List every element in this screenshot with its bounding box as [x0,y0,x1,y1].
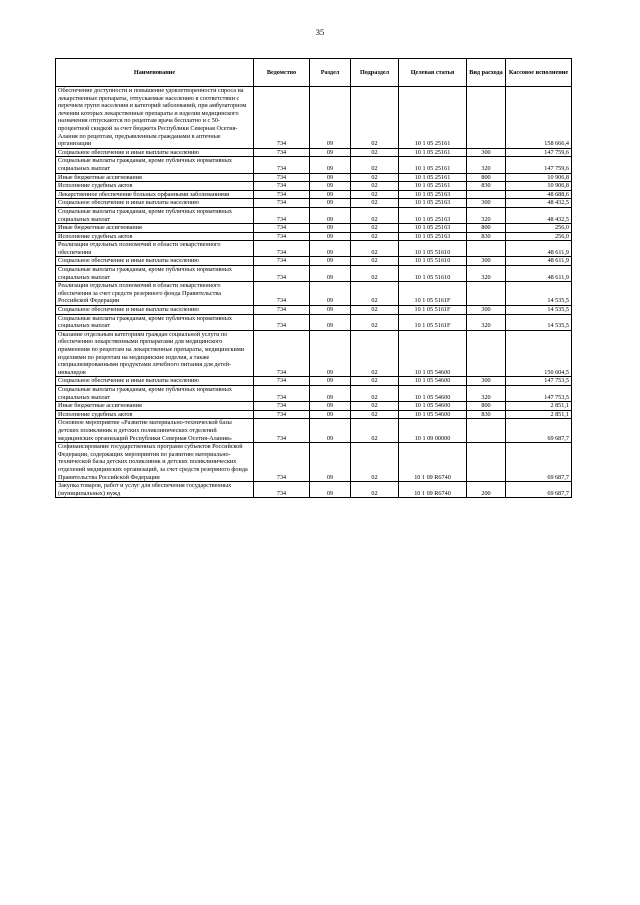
row-section-cell: 09 [310,241,351,257]
row-expense-type-cell [467,282,506,306]
row-expense-type-cell: 830 [467,182,506,191]
row-department-cell: 734 [254,419,310,443]
row-section-cell: 09 [310,190,351,199]
row-name-cell: Социальное обеспечение и иные выплаты населению [56,257,254,266]
row-expense-type-cell: 300 [467,199,506,208]
row-department-cell: 734 [254,173,310,182]
row-amount-cell: 48 688,6 [506,190,572,199]
header-expense-type: Вид расхода [467,59,506,87]
row-department-cell: 734 [254,377,310,386]
row-target-cell: 10 1 05 25163 [399,190,467,199]
row-target-cell: 10 1 05 54600 [399,402,467,411]
row-section-cell: 09 [310,87,351,149]
row-target-cell: 10 1 05 51610 [399,257,467,266]
row-section-cell: 09 [310,402,351,411]
row-subsection-cell: 02 [351,173,399,182]
header-department: Ведомство [254,59,310,87]
row-name-cell: Исполнение судебных актов [56,410,254,419]
table-row [56,148,572,157]
row-department-cell: 734 [254,266,310,282]
row-expense-type-cell: 830 [467,410,506,419]
row-amount-cell: 14 535,5 [506,282,572,306]
row-subsection-cell: 02 [351,199,399,208]
row-section-cell: 09 [310,306,351,315]
row-section-cell: 09 [310,410,351,419]
row-amount-cell: 10 906,8 [506,182,572,191]
row-section-cell: 09 [310,385,351,401]
table-row [56,224,572,233]
row-subsection-cell: 02 [351,182,399,191]
row-department-cell: 734 [254,182,310,191]
row-name-cell: Иные бюджетные ассигнования [56,224,254,233]
row-target-cell: 10 1 05 5161F [399,306,467,315]
row-target-cell: 10 1 05 51610 [399,266,467,282]
row-section-cell: 09 [310,224,351,233]
row-subsection-cell: 02 [351,402,399,411]
row-subsection-cell: 02 [351,207,399,223]
row-name-cell: Оказание отдельным категориям граждан социальной услуги по обеспечению лекарственными препаратами для медицинского применения по рецептам на лекарственные препараты, медицинскими изделиями по рецептам на медицинские изделия, а также специализированными продуктами лечебного питания для детей-инвалидов [56,330,254,377]
row-target-cell: 10 1 05 54600 [399,330,467,377]
row-department-cell: 734 [254,190,310,199]
row-amount-cell: 48 611,9 [506,257,572,266]
row-expense-type-cell: 320 [467,157,506,173]
header-subsection: Подраздел [351,59,399,87]
table-row [56,314,572,330]
table-row [56,173,572,182]
row-expense-type-cell [467,241,506,257]
table-header [56,59,572,87]
row-department-cell: 734 [254,87,310,149]
row-section-cell: 09 [310,173,351,182]
row-expense-type-cell: 800 [467,224,506,233]
row-amount-cell: 10 906,8 [506,173,572,182]
table-row [56,306,572,315]
row-target-cell: 10 1 05 54600 [399,377,467,386]
row-amount-cell: 69 687,7 [506,419,572,443]
row-subsection-cell: 02 [351,148,399,157]
row-subsection-cell: 02 [351,330,399,377]
row-target-cell: 10 1 05 5161F [399,282,467,306]
row-amount-cell: 48 432,5 [506,207,572,223]
row-target-cell: 10 1 05 25161 [399,182,467,191]
row-subsection-cell: 02 [351,410,399,419]
row-subsection-cell: 02 [351,385,399,401]
row-section-cell: 09 [310,330,351,377]
row-name-cell: Исполнение судебных актов [56,182,254,191]
row-name-cell: Обеспечение доступности и повышение удовлетворенности спроса на лекарственные препараты, отпускаемые населению в соответствии с перечнем групп населения и категорий заболеваний, при амбулаторном лечении которых лекарственные препараты и изделия медицинского назначения отпускаются по рецептам врача бесплатно и с 50-процентной скидкой за счет бюджета Республики Северная Осетия-Алания по рецептам, предъявленным гражданами в аптечные организации [56,87,254,149]
page-number: 35 [315,27,325,37]
row-subsection-cell: 02 [351,224,399,233]
row-section-cell: 09 [310,199,351,208]
row-section-cell: 09 [310,182,351,191]
table-row [56,232,572,241]
row-amount-cell: 147 759,6 [506,157,572,173]
row-department-cell: 734 [254,157,310,173]
row-name-cell: Социальные выплаты гражданам, кроме публичных нормативных социальных выплат [56,207,254,223]
row-target-cell: 10 1 05 25161 [399,87,467,149]
row-expense-type-cell [467,190,506,199]
row-section-cell: 09 [310,148,351,157]
row-amount-cell: 69 687,7 [506,482,572,498]
row-department-cell: 734 [254,199,310,208]
row-department-cell: 734 [254,148,310,157]
row-name-cell: Софинансирование государственных программ субъектов Российской Федерации, содержащих мероприятия по развитию материально-технической базы детских поликлиник и детских поликлинических отделений медицинских организаций, за счет средств резервного фонда Правительства Российской Федерации [56,443,254,482]
row-department-cell: 734 [254,257,310,266]
header-row [56,59,572,87]
table-row [56,207,572,223]
row-expense-type-cell [467,87,506,149]
row-section-cell: 09 [310,232,351,241]
row-amount-cell: 48 611,9 [506,241,572,257]
row-name-cell: Лекарственное обеспечение больных орфанными заболеваниями [56,190,254,199]
row-expense-type-cell: 300 [467,377,506,386]
row-expense-type-cell: 320 [467,385,506,401]
row-expense-type-cell: 800 [467,402,506,411]
row-subsection-cell: 02 [351,482,399,498]
row-section-cell: 09 [310,314,351,330]
table-row [56,157,572,173]
header-amount: Кассовое исполнение [506,59,572,87]
table-row [56,190,572,199]
row-amount-cell: 48 611,9 [506,266,572,282]
row-subsection-cell: 02 [351,232,399,241]
row-department-cell: 734 [254,402,310,411]
table-row [56,87,572,149]
row-subsection-cell: 02 [351,443,399,482]
row-amount-cell: 158 666,4 [506,87,572,149]
table-row [56,266,572,282]
row-department-cell: 734 [254,443,310,482]
row-amount-cell: 14 535,5 [506,314,572,330]
row-name-cell: Закупка товаров, работ и услуг для обеспечения государственных (муниципальных) нужд [56,482,254,498]
row-department-cell: 734 [254,330,310,377]
table-row [56,330,572,377]
row-target-cell: 10 1 05 25163 [399,199,467,208]
row-name-cell: Социальные выплаты гражданам, кроме публичных нормативных социальных выплат [56,314,254,330]
row-target-cell: 10 1 09 00000 [399,419,467,443]
row-section-cell: 09 [310,207,351,223]
header-section: Раздел [310,59,351,87]
row-amount-cell: 256,0 [506,232,572,241]
row-target-cell: 10 1 05 5161F [399,314,467,330]
row-subsection-cell: 02 [351,282,399,306]
row-department-cell: 734 [254,306,310,315]
row-department-cell: 734 [254,224,310,233]
row-section-cell: 09 [310,377,351,386]
row-name-cell: Иные бюджетные ассигнования [56,402,254,411]
row-department-cell: 734 [254,410,310,419]
row-target-cell: 10 1 05 54600 [399,410,467,419]
row-section-cell: 09 [310,266,351,282]
table-row [56,257,572,266]
table-row [56,241,572,257]
row-name-cell: Реализация отдельных полномочий в области лекарственного обеспечения [56,241,254,257]
row-section-cell: 09 [310,282,351,306]
row-name-cell: Основное мероприятие «Развитие материально-технической базы детских поликлиник и детских поликлинических отделений медицинских организаций Республики Северная Осетия-Алания» [56,419,254,443]
table-row [56,385,572,401]
row-amount-cell: 256,0 [506,224,572,233]
row-expense-type-cell: 320 [467,314,506,330]
row-subsection-cell: 02 [351,314,399,330]
row-department-cell: 734 [254,482,310,498]
row-subsection-cell: 02 [351,157,399,173]
row-name-cell: Социальное обеспечение и иные выплаты населению [56,377,254,386]
row-subsection-cell: 02 [351,266,399,282]
row-name-cell: Социальные выплаты гражданам, кроме публичных нормативных социальных выплат [56,266,254,282]
row-amount-cell: 48 432,5 [506,199,572,208]
row-amount-cell: 2 851,1 [506,410,572,419]
row-amount-cell: 2 851,1 [506,402,572,411]
row-department-cell: 734 [254,314,310,330]
row-expense-type-cell [467,419,506,443]
row-expense-type-cell: 320 [467,207,506,223]
row-department-cell: 734 [254,241,310,257]
row-department-cell: 734 [254,232,310,241]
row-name-cell: Социальное обеспечение и иные выплаты населению [56,199,254,208]
row-name-cell: Иные бюджетные ассигнования [56,173,254,182]
row-subsection-cell: 02 [351,87,399,149]
row-section-cell: 09 [310,443,351,482]
row-expense-type-cell [467,443,506,482]
header-target: Целевая статья [399,59,467,87]
row-expense-type-cell: 830 [467,232,506,241]
row-expense-type-cell: 300 [467,306,506,315]
table-row [56,482,572,498]
row-subsection-cell: 02 [351,241,399,257]
table-row [56,282,572,306]
row-section-cell: 09 [310,419,351,443]
table-row [56,443,572,482]
row-name-cell: Реализация отдельных полномочий в области лекарственного обеспечения за счет средств резервного фонда Правительства Российской Федерации [56,282,254,306]
row-target-cell: 10 1 05 25161 [399,157,467,173]
row-name-cell: Социальные выплаты гражданам, кроме публичных нормативных социальных выплат [56,385,254,401]
row-name-cell: Социальные выплаты гражданам, кроме публичных нормативных социальных выплат [56,157,254,173]
row-expense-type-cell: 800 [467,173,506,182]
row-amount-cell: 147 753,5 [506,385,572,401]
row-section-cell: 09 [310,482,351,498]
row-target-cell: 10 1 09 R6740 [399,443,467,482]
table-row [56,410,572,419]
row-expense-type-cell: 320 [467,266,506,282]
row-department-cell: 734 [254,385,310,401]
row-name-cell: Социальное обеспечение и иные выплаты населению [56,306,254,315]
row-section-cell: 09 [310,157,351,173]
row-target-cell: 10 1 05 25163 [399,224,467,233]
row-amount-cell: 147 759,6 [506,148,572,157]
row-target-cell: 10 1 05 54600 [399,385,467,401]
table-row [56,377,572,386]
row-target-cell: 10 1 05 51610 [399,241,467,257]
row-department-cell: 734 [254,207,310,223]
row-section-cell: 09 [310,257,351,266]
row-subsection-cell: 02 [351,419,399,443]
table-row [56,199,572,208]
row-target-cell: 10 1 05 25163 [399,232,467,241]
row-name-cell: Исполнение судебных актов [56,232,254,241]
row-subsection-cell: 02 [351,377,399,386]
row-amount-cell: 69 687,7 [506,443,572,482]
row-expense-type-cell: 300 [467,148,506,157]
row-expense-type-cell: 300 [467,257,506,266]
row-subsection-cell: 02 [351,306,399,315]
row-amount-cell: 147 753,5 [506,377,572,386]
row-target-cell: 10 1 05 25163 [399,207,467,223]
row-amount-cell: 150 604,5 [506,330,572,377]
table-row [56,402,572,411]
row-target-cell: 10 1 09 R6740 [399,482,467,498]
row-name-cell: Социальное обеспечение и иные выплаты населению [56,148,254,157]
table-body [56,87,572,498]
row-subsection-cell: 02 [351,257,399,266]
header-name: Наименование [56,59,254,87]
row-amount-cell: 14 535,5 [506,306,572,315]
table-row [56,182,572,191]
row-expense-type-cell: 200 [467,482,506,498]
row-expense-type-cell [467,330,506,377]
row-target-cell: 10 1 05 25161 [399,173,467,182]
table-row [56,419,572,443]
row-subsection-cell: 02 [351,190,399,199]
row-target-cell: 10 1 05 25161 [399,148,467,157]
row-department-cell: 734 [254,282,310,306]
budget-execution-table [55,58,572,498]
